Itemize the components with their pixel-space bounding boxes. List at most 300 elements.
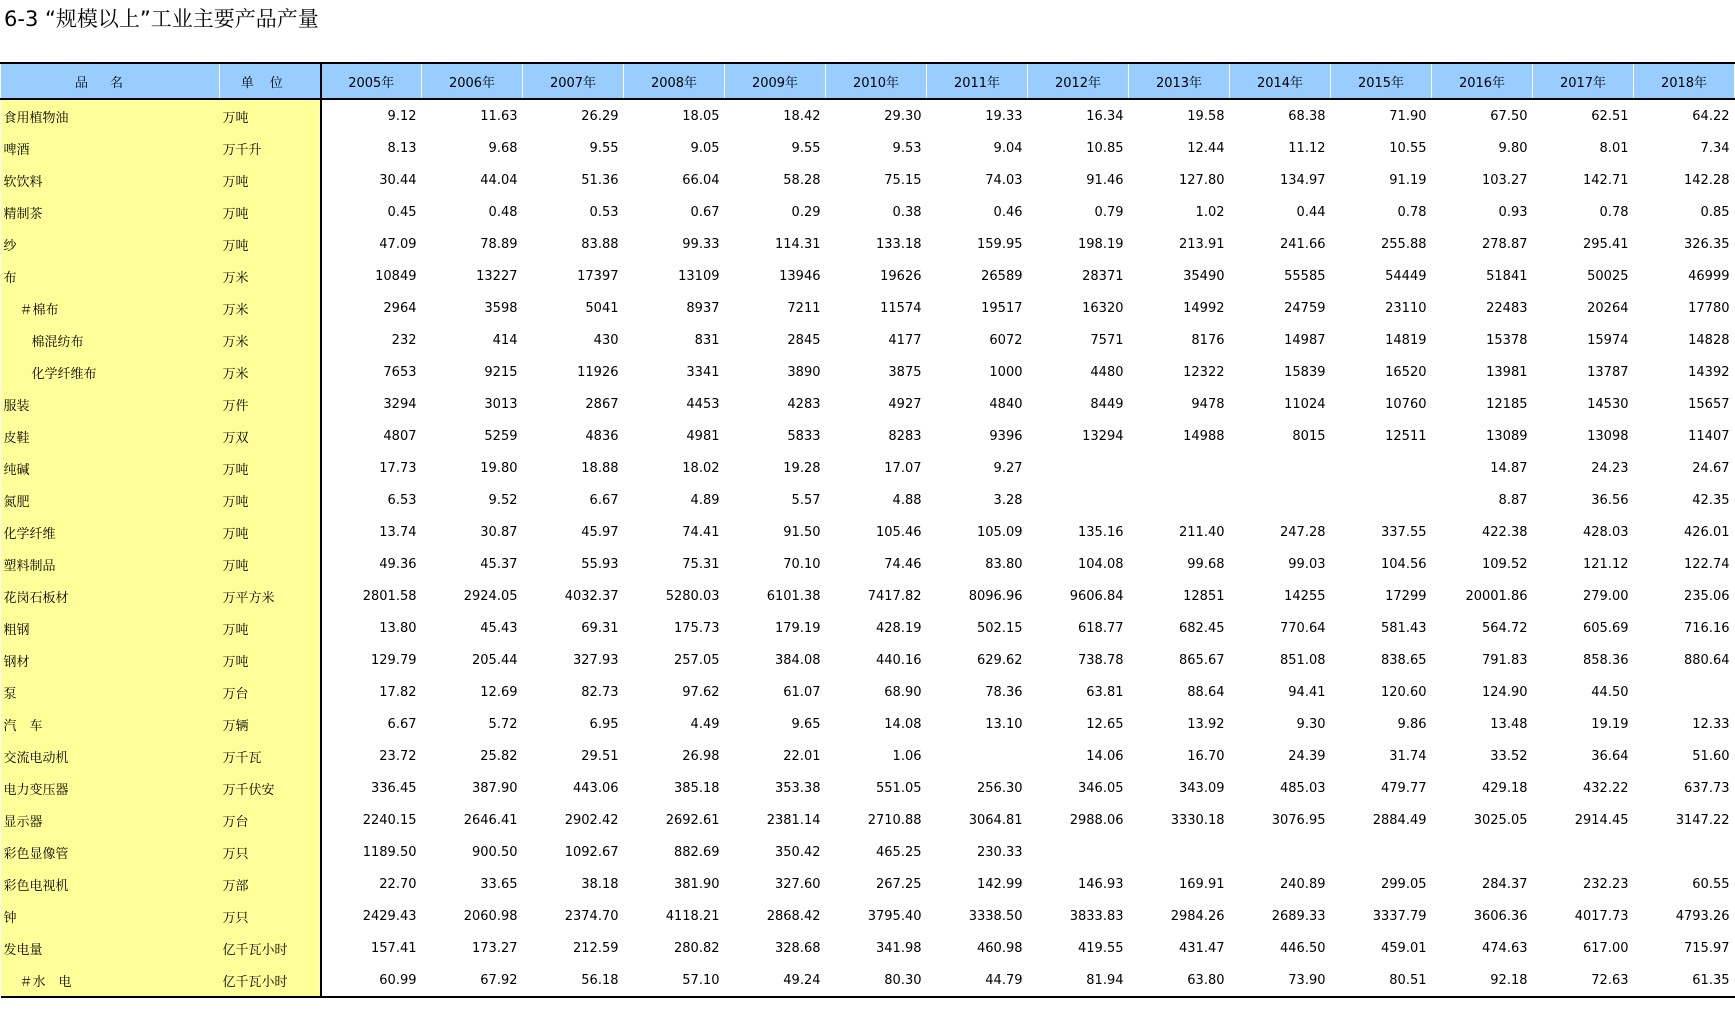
value-cell: 23.72: [379, 748, 417, 764]
value-cell: 9.05: [690, 140, 720, 156]
value-cell: 2988.06: [1069, 812, 1124, 828]
value-cell: 387.90: [472, 780, 518, 796]
value-cell: 8.01: [1599, 140, 1629, 156]
value-cell: 4927: [888, 396, 922, 412]
value-cell: 10.55: [1389, 140, 1427, 156]
value-cell: 30.87: [480, 524, 518, 540]
value-cell: 4453: [686, 396, 720, 412]
value-cell: 212.59: [573, 940, 619, 956]
value-cell: 9215: [484, 364, 518, 380]
value-cell: 2964: [383, 300, 417, 316]
unit-cell: 万吨: [220, 196, 321, 228]
value-cell: 738.78: [1078, 652, 1124, 668]
unit-cell: 万吨: [220, 99, 321, 132]
product-name-cell: 纱: [1, 228, 220, 260]
value-cell: 14.87: [1490, 460, 1528, 476]
value-cell: 99.33: [682, 236, 720, 252]
value-cell: 8283: [888, 428, 922, 444]
unit-cell: 万吨: [220, 164, 321, 196]
value-cell: 617.00: [1583, 940, 1629, 956]
value-cell: [1331, 484, 1432, 516]
value-cell: [1533, 836, 1634, 868]
unit-cell: 万千伏安: [220, 772, 321, 804]
unit-cell: 万件: [220, 388, 321, 420]
value-cell: 12.44: [1187, 140, 1225, 156]
value-cell: 414: [492, 332, 518, 348]
value-cell: 232: [391, 332, 417, 348]
table-row: [1, 132, 1735, 164]
value-cell: 72.63: [1533, 964, 1634, 997]
value-cell: 422.38: [1482, 524, 1528, 540]
value-cell: 134.97: [1280, 172, 1326, 188]
product-name-cell: 汽 车: [1, 708, 220, 740]
value-cell: 83.80: [985, 556, 1023, 572]
value-cell: 88.64: [1187, 684, 1225, 700]
value-cell: 851.08: [1280, 652, 1326, 668]
unit-cell: 万吨: [220, 452, 321, 484]
value-cell: 4840: [989, 396, 1023, 412]
unit-cell: 万双: [220, 420, 321, 452]
value-cell: 15839: [1284, 364, 1326, 380]
value-cell: 105.46: [876, 524, 922, 540]
value-cell: 1092.67: [564, 844, 619, 860]
product-name-cell: 彩色显像管: [1, 836, 220, 868]
value-cell: 68.90: [884, 684, 922, 700]
value-cell: [1028, 484, 1129, 516]
value-cell: 13787: [1587, 364, 1629, 380]
value-cell: 44.04: [480, 172, 518, 188]
value-cell: 385.18: [674, 780, 720, 796]
value-cell: 6101.38: [766, 588, 821, 604]
table-row: [1, 964, 1735, 997]
product-name-cell: 粗钢: [1, 612, 220, 644]
table-row: [1, 484, 1735, 516]
value-cell: 70.10: [783, 556, 821, 572]
value-cell: 0.67: [690, 204, 720, 220]
value-cell: 78.36: [985, 684, 1023, 700]
header-year: 2018年: [1634, 63, 1735, 99]
value-cell: 22.70: [379, 876, 417, 892]
value-cell: [1331, 836, 1432, 868]
value-cell: 605.69: [1583, 620, 1629, 636]
value-cell: 0.78: [1397, 204, 1427, 220]
value-cell: 6.67: [589, 492, 619, 508]
value-cell: 1.06: [892, 748, 922, 764]
value-cell: 7571: [1090, 332, 1124, 348]
value-cell: 35490: [1183, 268, 1225, 284]
value-cell: 19517: [981, 300, 1023, 316]
value-cell: 13946: [779, 268, 821, 284]
value-cell: 105.09: [977, 524, 1023, 540]
value-cell: 91.19: [1389, 172, 1427, 188]
value-cell: 256.30: [977, 780, 1023, 796]
value-cell: 14988: [1183, 428, 1225, 444]
value-cell: 10849: [375, 268, 417, 284]
value-cell: 502.15: [977, 620, 1023, 636]
value-cell: 133.18: [876, 236, 922, 252]
value-cell: 3875: [888, 364, 922, 380]
value-cell: 99.03: [1288, 556, 1326, 572]
header-year: 2016年: [1432, 63, 1533, 99]
value-cell: 13227: [476, 268, 518, 284]
header-year: 2011年: [927, 63, 1028, 99]
value-cell: 14530: [1587, 396, 1629, 412]
value-cell: 716.16: [1684, 620, 1730, 636]
value-cell: 3833.83: [1069, 908, 1124, 924]
value-cell: 24.23: [1591, 460, 1629, 476]
value-cell: [1129, 452, 1230, 484]
table-row: [1, 516, 1735, 548]
value-cell: 18.02: [682, 460, 720, 476]
value-cell: 2710.88: [867, 812, 922, 828]
unit-cell: 万米: [220, 356, 321, 388]
value-cell: 66.04: [682, 172, 720, 188]
value-cell: 142.99: [977, 876, 1023, 892]
value-cell: [1634, 676, 1735, 708]
value-cell: 5280.03: [665, 588, 720, 604]
table-row: [1, 676, 1735, 708]
value-cell: 9.27: [993, 460, 1023, 476]
value-cell: 2060.98: [463, 908, 518, 924]
value-cell: 4.49: [690, 716, 720, 732]
value-cell: 142.28: [1684, 172, 1730, 188]
unit-cell: 万吨: [220, 516, 321, 548]
value-cell: 33.52: [1490, 748, 1528, 764]
unit-cell: 万只: [220, 900, 321, 932]
value-cell: 78.89: [480, 236, 518, 252]
value-cell: 12322: [1183, 364, 1225, 380]
value-cell: 443.06: [573, 780, 619, 796]
value-cell: 45.43: [480, 620, 518, 636]
value-cell: 8449: [1090, 396, 1124, 412]
value-cell: 341.98: [876, 940, 922, 956]
table-row: [1, 388, 1735, 420]
value-cell: 267.25: [876, 876, 922, 892]
value-cell: 6072: [989, 332, 1023, 348]
value-cell: [1129, 484, 1230, 516]
value-cell: 80.30: [826, 964, 927, 997]
table-row: [1, 164, 1735, 196]
value-cell: 54449: [1385, 268, 1427, 284]
value-cell: 4981: [686, 428, 720, 444]
value-cell: 426.01: [1684, 524, 1730, 540]
value-cell: [1230, 484, 1331, 516]
value-cell: 6.67: [387, 716, 417, 732]
unit-cell: 万米: [220, 324, 321, 356]
value-cell: 0.85: [1700, 204, 1730, 220]
product-name-cell: 交流电动机: [1, 740, 220, 772]
table-row: [1, 580, 1735, 612]
value-cell: 831: [694, 332, 720, 348]
value-cell: 479.77: [1381, 780, 1427, 796]
value-cell: 58.28: [783, 172, 821, 188]
value-cell: 440.16: [876, 652, 922, 668]
value-cell: 5.72: [488, 716, 518, 732]
table-row: [1, 99, 1735, 132]
value-cell: 284.37: [1482, 876, 1528, 892]
table-row: [1, 804, 1735, 836]
value-cell: 2902.42: [564, 812, 619, 828]
value-cell: 2692.61: [665, 812, 720, 828]
value-cell: 2868.42: [766, 908, 821, 924]
value-cell: 337.55: [1381, 524, 1427, 540]
value-cell: 23110: [1385, 300, 1427, 316]
value-cell: 3341: [686, 364, 720, 380]
value-cell: 3338.50: [968, 908, 1023, 924]
value-cell: 44.50: [1591, 684, 1629, 700]
product-name-cell: 氮肥: [1, 484, 220, 516]
value-cell: 13089: [1486, 428, 1528, 444]
value-cell: 146.93: [1078, 876, 1124, 892]
value-cell: 57.10: [624, 964, 725, 997]
value-cell: 3.28: [993, 492, 1023, 508]
header-year: 2013年: [1129, 63, 1230, 99]
value-cell: 9396: [989, 428, 1023, 444]
value-cell: 432.22: [1583, 780, 1629, 796]
value-cell: 67.50: [1490, 108, 1528, 124]
product-name-cell: 布: [1, 260, 220, 292]
value-cell: 68.38: [1288, 108, 1326, 124]
value-cell: 67.92: [422, 964, 523, 997]
value-cell: 94.41: [1288, 684, 1326, 700]
header-year: 2015年: [1331, 63, 1432, 99]
value-cell: 428.03: [1583, 524, 1629, 540]
value-cell: 3330.18: [1170, 812, 1225, 828]
value-cell: 428.19: [876, 620, 922, 636]
value-cell: 3294: [383, 396, 417, 412]
value-cell: 24759: [1284, 300, 1326, 316]
value-cell: 1189.50: [362, 844, 417, 860]
value-cell: 142.71: [1583, 172, 1629, 188]
value-cell: 247.28: [1280, 524, 1326, 540]
value-cell: 460.98: [977, 940, 1023, 956]
value-cell: 12.69: [480, 684, 518, 700]
value-cell: 3025.05: [1473, 812, 1528, 828]
value-cell: 6.53: [387, 492, 417, 508]
value-cell: 230.33: [977, 844, 1023, 860]
value-cell: 2984.26: [1170, 908, 1225, 924]
header-year: 2007年: [523, 63, 624, 99]
value-cell: 22483: [1486, 300, 1528, 316]
value-cell: 49.36: [379, 556, 417, 572]
value-cell: 31.74: [1389, 748, 1427, 764]
value-cell: 336.45: [371, 780, 417, 796]
value-cell: 882.69: [674, 844, 720, 860]
value-cell: 11.12: [1288, 140, 1326, 156]
header-year: 2014年: [1230, 63, 1331, 99]
value-cell: 17.73: [379, 460, 417, 476]
value-cell: 9.53: [892, 140, 922, 156]
value-cell: 63.81: [1086, 684, 1124, 700]
value-cell: 235.06: [1684, 588, 1730, 604]
value-cell: 14992: [1183, 300, 1225, 316]
value-cell: 381.90: [674, 876, 720, 892]
unit-cell: 万只: [220, 836, 321, 868]
value-cell: 0.38: [892, 204, 922, 220]
value-cell: 9.65: [791, 716, 821, 732]
value-cell: 429.18: [1482, 780, 1528, 796]
value-cell: 2374.70: [564, 908, 619, 924]
value-cell: 8.13: [387, 140, 417, 156]
value-cell: 60.99: [321, 964, 422, 997]
header-year: 2008年: [624, 63, 725, 99]
value-cell: 14819: [1385, 332, 1427, 348]
value-cell: 7653: [383, 364, 417, 380]
value-cell: 2924.05: [463, 588, 518, 604]
value-cell: 9.55: [589, 140, 619, 156]
value-cell: 241.66: [1280, 236, 1326, 252]
value-cell: 64.22: [1692, 108, 1730, 124]
value-cell: 114.31: [775, 236, 821, 252]
value-cell: 3890: [787, 364, 821, 380]
value-cell: 19.58: [1187, 108, 1225, 124]
value-cell: 240.89: [1280, 876, 1326, 892]
value-cell: 3064.81: [968, 812, 1023, 828]
product-name-cell: 化学纤维布: [1, 356, 220, 388]
value-cell: 13.74: [379, 524, 417, 540]
value-cell: 91.50: [783, 524, 821, 540]
value-cell: 431.47: [1179, 940, 1225, 956]
value-cell: 1000: [989, 364, 1023, 380]
value-cell: 5259: [484, 428, 518, 444]
value-cell: 327.60: [775, 876, 821, 892]
value-cell: 280.82: [674, 940, 720, 956]
value-cell: 14.06: [1086, 748, 1124, 764]
value-cell: 419.55: [1078, 940, 1124, 956]
product-name-cell: 塑料制品: [1, 548, 220, 580]
value-cell: 19.80: [480, 460, 518, 476]
unit-cell: 万吨: [220, 228, 321, 260]
value-cell: 880.64: [1684, 652, 1730, 668]
value-cell: 17.82: [379, 684, 417, 700]
value-cell: 18.42: [783, 108, 821, 124]
value-cell: 4836: [585, 428, 619, 444]
value-cell: 24.39: [1288, 748, 1326, 764]
value-cell: 350.42: [775, 844, 821, 860]
value-cell: 4480: [1090, 364, 1124, 380]
value-cell: 4177: [888, 332, 922, 348]
value-cell: 4807: [383, 428, 417, 444]
value-cell: 109.52: [1482, 556, 1528, 572]
value-cell: 474.63: [1482, 940, 1528, 956]
value-cell: 91.46: [1086, 172, 1124, 188]
product-name-cell: 服装: [1, 388, 220, 420]
unit-cell: 万部: [220, 868, 321, 900]
value-cell: 17780: [1688, 300, 1730, 316]
value-cell: 14987: [1284, 332, 1326, 348]
product-name-cell: 食用植物油: [1, 99, 220, 132]
table-row: [1, 772, 1735, 804]
value-cell: 10.85: [1086, 140, 1124, 156]
value-cell: 6.95: [589, 716, 619, 732]
value-cell: 33.65: [480, 876, 518, 892]
value-cell: 12511: [1385, 428, 1427, 444]
header-year: 2017年: [1533, 63, 1634, 99]
value-cell: 0.78: [1599, 204, 1629, 220]
header-year: 2012年: [1028, 63, 1129, 99]
product-name-cell: 彩色电视机: [1, 868, 220, 900]
value-cell: 4793.26: [1675, 908, 1730, 924]
value-cell: 14828: [1688, 332, 1730, 348]
unit-cell: 万吨: [220, 612, 321, 644]
unit-cell: 万米: [220, 292, 321, 324]
header-unit: 单位: [220, 63, 321, 99]
value-cell: 0.44: [1296, 204, 1326, 220]
product-name-cell: 钟: [1, 900, 220, 932]
value-cell: 2801.58: [362, 588, 417, 604]
product-name-cell: 纯碱: [1, 452, 220, 484]
value-cell: 42.35: [1692, 492, 1730, 508]
value-cell: 47.09: [379, 236, 417, 252]
value-cell: 50025: [1587, 268, 1629, 284]
table-body: [1, 99, 1735, 997]
value-cell: 459.01: [1381, 940, 1427, 956]
value-cell: 2689.33: [1271, 908, 1326, 924]
product-name-cell: 棉混纺布: [1, 324, 220, 356]
value-cell: 3013: [484, 396, 518, 412]
value-cell: 45.37: [480, 556, 518, 572]
value-cell: 104.08: [1078, 556, 1124, 572]
value-cell: 26.98: [682, 748, 720, 764]
value-cell: [1634, 836, 1735, 868]
value-cell: 346.05: [1078, 780, 1124, 796]
value-cell: 213.91: [1179, 236, 1225, 252]
product-output-table: [0, 62, 1735, 998]
value-cell: 44.79: [927, 964, 1028, 997]
value-cell: 3606.36: [1473, 908, 1528, 924]
value-cell: 13.92: [1187, 716, 1225, 732]
value-cell: 0.45: [387, 204, 417, 220]
table-row: [1, 612, 1735, 644]
unit-cell: 万辆: [220, 708, 321, 740]
value-cell: 135.16: [1078, 524, 1124, 540]
value-cell: 2884.49: [1372, 812, 1427, 828]
value-cell: 5.57: [791, 492, 821, 508]
value-cell: 29.30: [884, 108, 922, 124]
product-name-cell: ＃棉布: [1, 292, 220, 324]
value-cell: 13294: [1082, 428, 1124, 444]
value-cell: 61.35: [1634, 964, 1735, 997]
value-cell: 63.80: [1129, 964, 1230, 997]
table-row: [1, 932, 1735, 964]
product-name-cell: 显示器: [1, 804, 220, 836]
value-cell: 4032.37: [564, 588, 619, 604]
value-cell: 9.30: [1296, 716, 1326, 732]
value-cell: 278.87: [1482, 236, 1528, 252]
unit-cell: 万平方米: [220, 580, 321, 612]
value-cell: 328.68: [775, 940, 821, 956]
value-cell: 9.68: [488, 140, 518, 156]
product-name-cell: 啤酒: [1, 132, 220, 164]
value-cell: 14255: [1284, 588, 1326, 604]
value-cell: 11574: [880, 300, 922, 316]
value-cell: 0.48: [488, 204, 518, 220]
value-cell: 13981: [1486, 364, 1528, 380]
value-cell: 8.87: [1498, 492, 1528, 508]
value-cell: 327.93: [573, 652, 619, 668]
value-cell: 99.68: [1187, 556, 1225, 572]
value-cell: 232.23: [1583, 876, 1629, 892]
value-cell: 120.60: [1381, 684, 1427, 700]
value-cell: 17299: [1385, 588, 1427, 604]
value-cell: 5833: [787, 428, 821, 444]
value-cell: 13.80: [379, 620, 417, 636]
unit-cell: 万吨: [220, 644, 321, 676]
value-cell: 551.05: [876, 780, 922, 796]
value-cell: 11.63: [480, 108, 518, 124]
value-cell: 0.53: [589, 204, 619, 220]
table-row: [1, 868, 1735, 900]
